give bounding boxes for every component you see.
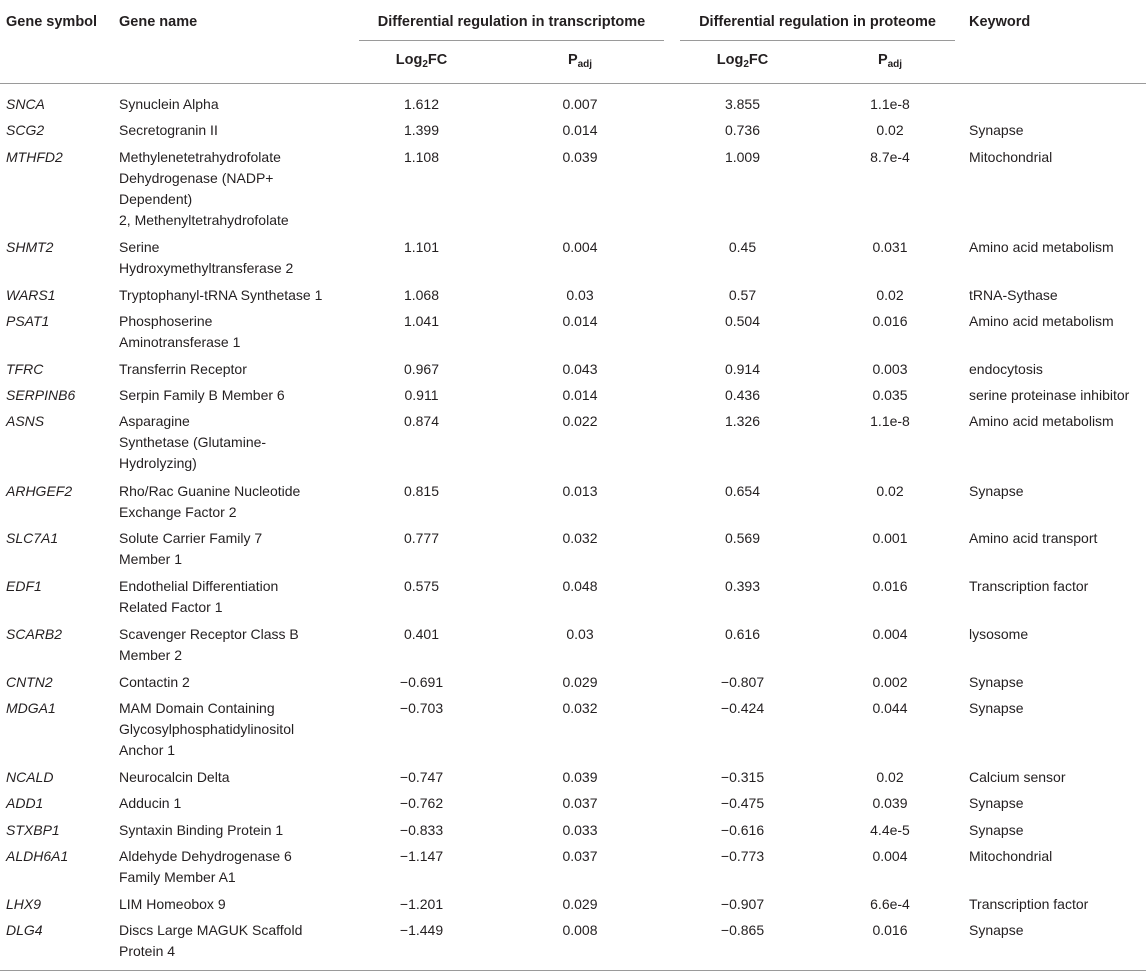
- header-gene-name: Gene name: [119, 14, 198, 30]
- gene-symbol: ADD1: [6, 795, 44, 811]
- gene-name-line: Serine: [119, 239, 160, 255]
- keyword: Synapse: [969, 700, 1024, 716]
- gene-name-line: Neurocalcin Delta: [119, 769, 230, 785]
- gene-name: [119, 624, 329, 666]
- gene-name-line: Related Factor 1: [119, 599, 223, 615]
- proteome-log2fc: 3.855: [724, 96, 761, 112]
- header-proteome-log2fc: [680, 52, 805, 68]
- transcriptome-log2fc: 0.874: [403, 413, 440, 429]
- padj-main-text: P: [567, 52, 578, 68]
- transcriptome-log2fc: 1.041: [403, 313, 440, 329]
- proteome-padj: 0.004: [872, 848, 908, 864]
- proteome-padj: 0.002: [872, 674, 908, 690]
- keyword: Synapse: [969, 922, 1024, 938]
- gene-symbol: EDF1: [6, 578, 42, 594]
- proteome-padj: 0.044: [872, 700, 908, 716]
- gene-name: [119, 920, 329, 962]
- proteome-log2fc: 0.654: [724, 483, 761, 499]
- gene-name-line: Protein 4: [119, 943, 176, 959]
- gene-name-line: Syntaxin Binding Protein 1: [119, 822, 284, 838]
- proteome-log2fc: −0.807: [720, 674, 765, 690]
- gene-name: [119, 820, 329, 841]
- transcriptome-padj: 0.03: [566, 626, 594, 642]
- transcriptome-padj: 0.037: [562, 795, 598, 811]
- gene-name-line: 2, Methenyltetrahydrofolate: [119, 212, 289, 228]
- gene-name: [119, 793, 329, 814]
- gene-name-line: Asparagine: [119, 413, 190, 429]
- proteome-padj: 0.02: [876, 483, 904, 499]
- transcriptome-padj: 0.029: [562, 896, 598, 912]
- keyword: lysosome: [969, 626, 1029, 642]
- proteome-padj: 0.016: [872, 313, 908, 329]
- transcriptome-log2fc: 0.777: [403, 530, 440, 546]
- transcriptome-padj: 0.032: [562, 530, 598, 546]
- proteome-log2fc: −0.865: [720, 922, 765, 938]
- gene-name: [119, 285, 329, 306]
- proteome-padj: 0.039: [872, 795, 908, 811]
- transcriptome-log2fc: −0.833: [399, 822, 444, 838]
- gene-name-line: Aldehyde Dehydrogenase 6: [119, 848, 292, 864]
- transcriptome-log2fc: −0.703: [399, 700, 444, 716]
- transcriptome-padj: 0.014: [562, 122, 598, 138]
- gene-name: [119, 120, 329, 141]
- gene-name-line: Serpin Family B Member 6: [119, 387, 285, 403]
- header-keyword: Keyword: [969, 14, 1031, 30]
- gene-symbol: SCG2: [6, 122, 45, 138]
- gene-name-line: Methylenetetrahydrofolate: [119, 149, 281, 165]
- gene-name: [119, 311, 329, 353]
- gene-name-line: Endothelial Differentiation: [119, 578, 279, 594]
- log2fc-subscript: 2: [422, 59, 428, 70]
- keyword: Mitochondrial: [969, 848, 1053, 864]
- transcriptome-padj: 0.037: [562, 848, 598, 864]
- gene-name-line: Tryptophanyl-tRNA Synthetase 1: [119, 287, 323, 303]
- proteome-log2fc: 0.616: [724, 626, 761, 642]
- gene-symbol: SERPINB6: [6, 387, 76, 403]
- gene-symbol: MTHFD2: [6, 149, 63, 165]
- transcriptome-padj: 0.033: [562, 822, 598, 838]
- gene-symbol: CNTN2: [6, 674, 53, 690]
- transcriptome-log2fc: 1.068: [403, 287, 440, 303]
- proteome-log2fc: 0.736: [724, 122, 761, 138]
- gene-name: [119, 147, 329, 231]
- log2fc-suffix-text: FC: [427, 52, 448, 68]
- gene-name-line: LIM Homeobox 9: [119, 896, 226, 912]
- gene-name-line: Synuclein Alpha: [119, 96, 219, 112]
- gene-name-line: Adducin 1: [119, 795, 182, 811]
- transcriptome-padj: 0.039: [562, 149, 598, 165]
- header-transcriptome-group: Differential regulation in transcriptome: [377, 14, 646, 30]
- gene-name: [119, 672, 329, 693]
- gene-name: [119, 359, 329, 380]
- gene-name-line: Solute Carrier Family 7: [119, 530, 263, 546]
- keyword: Synapse: [969, 795, 1024, 811]
- header-transcriptome-padj: [500, 52, 660, 68]
- gene-name-line: Aminotransferase 1: [119, 334, 241, 350]
- keyword: Synapse: [969, 674, 1024, 690]
- gene-symbol: ASNS: [6, 413, 45, 429]
- keyword: Transcription factor: [969, 896, 1089, 912]
- gene-name-line: Hydroxymethyltransferase 2: [119, 260, 294, 276]
- table-bottom-rule: [0, 970, 1146, 971]
- header-transcriptome-log2fc: [359, 52, 484, 68]
- padj-subscript: adj: [887, 59, 903, 70]
- transcriptome-padj: 0.03: [566, 287, 594, 303]
- keyword: endocytosis: [969, 361, 1043, 377]
- gene-name: [119, 894, 329, 915]
- proteome-padj: 6.6e-4: [870, 896, 910, 912]
- transcriptome-group-rule: [359, 40, 664, 41]
- proteome-log2fc: 0.45: [728, 239, 757, 255]
- padj-subscript: adj: [577, 59, 593, 70]
- gene-symbol: TFRC: [6, 361, 44, 377]
- gene-symbol: SLC7A1: [6, 530, 59, 546]
- keyword: serine proteinase inhibitor: [969, 387, 1130, 403]
- gene-symbol: NCALD: [6, 769, 54, 785]
- gene-name-line: Member 2: [119, 647, 183, 663]
- transcriptome-log2fc: 0.967: [403, 361, 440, 377]
- gene-name-line: Dehydrogenase (NADP+: [119, 170, 274, 186]
- gene-name-line: Family Member A1: [119, 869, 236, 885]
- gene-name-line: Discs Large MAGUK Scaffold: [119, 922, 303, 938]
- keyword: Transcription factor: [969, 578, 1089, 594]
- proteome-log2fc: 0.569: [724, 530, 761, 546]
- gene-name: [119, 767, 329, 788]
- transcriptome-log2fc: −1.201: [399, 896, 444, 912]
- keyword: Synapse: [969, 122, 1024, 138]
- proteome-log2fc: −0.424: [720, 700, 765, 716]
- gene-name-line: Anchor 1: [119, 742, 176, 758]
- keyword: Calcium sensor: [969, 769, 1066, 785]
- proteome-padj: 0.02: [876, 769, 904, 785]
- proteome-padj: 0.035: [872, 387, 908, 403]
- gene-name-line: Phosphoserine: [119, 313, 213, 329]
- gene-name-line: Contactin 2: [119, 674, 190, 690]
- transcriptome-log2fc: −1.449: [399, 922, 444, 938]
- gene-name-line: Glycosylphosphatidylinositol: [119, 721, 295, 737]
- header-proteome-padj: [810, 52, 970, 68]
- gene-name-line: Transferrin Receptor: [119, 361, 247, 377]
- proteome-log2fc: 1.009: [724, 149, 761, 165]
- gene-name-line: Dependent): [119, 191, 193, 207]
- proteome-padj: 4.4e-5: [870, 822, 910, 838]
- gene-symbol: DLG4: [6, 922, 43, 938]
- keyword: Amino acid metabolism: [969, 313, 1114, 329]
- log2fc-subscript: 2: [743, 59, 749, 70]
- transcriptome-padj: 0.004: [562, 239, 598, 255]
- transcriptome-padj: 0.014: [562, 387, 598, 403]
- transcriptome-log2fc: −0.762: [399, 795, 444, 811]
- proteome-padj: 1.1e-8: [870, 96, 910, 112]
- proteome-padj: 0.004: [872, 626, 908, 642]
- gene-name-line: Rho/Rac Guanine Nucleotide: [119, 483, 301, 499]
- gene-symbol: ALDH6A1: [6, 848, 69, 864]
- gene-name-line: Member 1: [119, 551, 183, 567]
- transcriptome-log2fc: 0.815: [403, 483, 440, 499]
- gene-symbol: WARS1: [6, 287, 56, 303]
- keyword: Synapse: [969, 822, 1024, 838]
- proteome-padj: 0.016: [872, 578, 908, 594]
- transcriptome-padj: 0.048: [562, 578, 598, 594]
- gene-name-line: Exchange Factor 2: [119, 504, 237, 520]
- gene-name: [119, 481, 329, 523]
- keyword: Amino acid metabolism: [969, 239, 1114, 255]
- gene-name: [119, 237, 329, 279]
- gene-name: [119, 411, 329, 474]
- proteome-padj: 0.02: [876, 287, 904, 303]
- proteome-log2fc: 0.504: [724, 313, 761, 329]
- transcriptome-log2fc: 1.101: [403, 239, 440, 255]
- proteome-padj: 1.1e-8: [870, 413, 910, 429]
- transcriptome-log2fc: −0.691: [399, 674, 444, 690]
- transcriptome-padj: 0.014: [562, 313, 598, 329]
- transcriptome-padj: 0.022: [562, 413, 598, 429]
- keyword: tRNA-Sythase: [969, 287, 1058, 303]
- gene-symbol: LHX9: [6, 896, 42, 912]
- transcriptome-padj: 0.008: [562, 922, 598, 938]
- transcriptome-log2fc: 0.401: [403, 626, 440, 642]
- transcriptome-padj: 0.013: [562, 483, 598, 499]
- proteome-group-rule: [680, 40, 955, 41]
- proteome-log2fc: 0.393: [724, 578, 761, 594]
- transcriptome-log2fc: 1.399: [403, 122, 440, 138]
- proteome-log2fc: −0.475: [720, 795, 765, 811]
- gene-name: [119, 385, 329, 406]
- proteome-log2fc: 1.326: [724, 413, 761, 429]
- gene-symbol: ARHGEF2: [6, 483, 73, 499]
- gene-name-line: MAM Domain Containing: [119, 700, 275, 716]
- transcriptome-padj: 0.039: [562, 769, 598, 785]
- gene-symbol: STXBP1: [6, 822, 60, 838]
- header-bottom-rule: [0, 83, 1146, 84]
- transcriptome-padj: 0.029: [562, 674, 598, 690]
- keyword: Mitochondrial: [969, 149, 1053, 165]
- proteome-log2fc: −0.315: [720, 769, 765, 785]
- header-proteome-group: Differential regulation in proteome: [699, 14, 936, 30]
- gene-symbol: SNCA: [6, 96, 45, 112]
- gene-name-line: Scavenger Receptor Class B: [119, 626, 299, 642]
- padj-main-text: P: [877, 52, 888, 68]
- transcriptome-log2fc: −0.747: [399, 769, 444, 785]
- proteome-padj: 0.02: [876, 122, 904, 138]
- gene-name: [119, 528, 329, 570]
- gene-symbol: MDGA1: [6, 700, 56, 716]
- transcriptome-log2fc: 1.612: [403, 96, 440, 112]
- keyword: Amino acid transport: [969, 530, 1098, 546]
- keyword: Synapse: [969, 483, 1024, 499]
- transcriptome-log2fc: 0.575: [403, 578, 440, 594]
- gene-symbol: SHMT2: [6, 239, 54, 255]
- proteome-padj: 0.016: [872, 922, 908, 938]
- transcriptome-padj: 0.032: [562, 700, 598, 716]
- gene-name: [119, 698, 329, 761]
- proteome-log2fc: 0.914: [724, 361, 761, 377]
- gene-symbol: PSAT1: [6, 313, 50, 329]
- proteome-log2fc: −0.773: [720, 848, 765, 864]
- log2fc-main-text: Log: [395, 52, 423, 68]
- proteome-log2fc: 0.57: [728, 287, 757, 303]
- gene-name-line: Secretogranin II: [119, 122, 218, 138]
- gene-name: [119, 94, 329, 115]
- proteome-padj: 0.001: [872, 530, 908, 546]
- proteome-padj: 0.003: [872, 361, 908, 377]
- log2fc-main-text: Log: [716, 52, 744, 68]
- log2fc-suffix-text: FC: [748, 52, 769, 68]
- proteome-padj: 0.031: [872, 239, 908, 255]
- transcriptome-log2fc: 1.108: [403, 149, 440, 165]
- gene-name-line: Hydrolyzing): [119, 455, 197, 471]
- transcriptome-padj: 0.007: [562, 96, 598, 112]
- keyword: Amino acid metabolism: [969, 413, 1114, 429]
- transcriptome-log2fc: −1.147: [399, 848, 444, 864]
- proteome-log2fc: −0.616: [720, 822, 765, 838]
- transcriptome-log2fc: 0.911: [404, 387, 439, 403]
- gene-name: [119, 576, 329, 618]
- transcriptome-padj: 0.043: [562, 361, 598, 377]
- gene-symbol: SCARB2: [6, 626, 63, 642]
- proteome-padj: 8.7e-4: [870, 149, 910, 165]
- gene-name-line: Synthetase (Glutamine-: [119, 434, 267, 450]
- proteome-log2fc: 0.436: [724, 387, 761, 403]
- proteome-log2fc: −0.907: [720, 896, 765, 912]
- header-gene-symbol: Gene symbol: [6, 14, 98, 30]
- gene-name: [119, 846, 329, 888]
